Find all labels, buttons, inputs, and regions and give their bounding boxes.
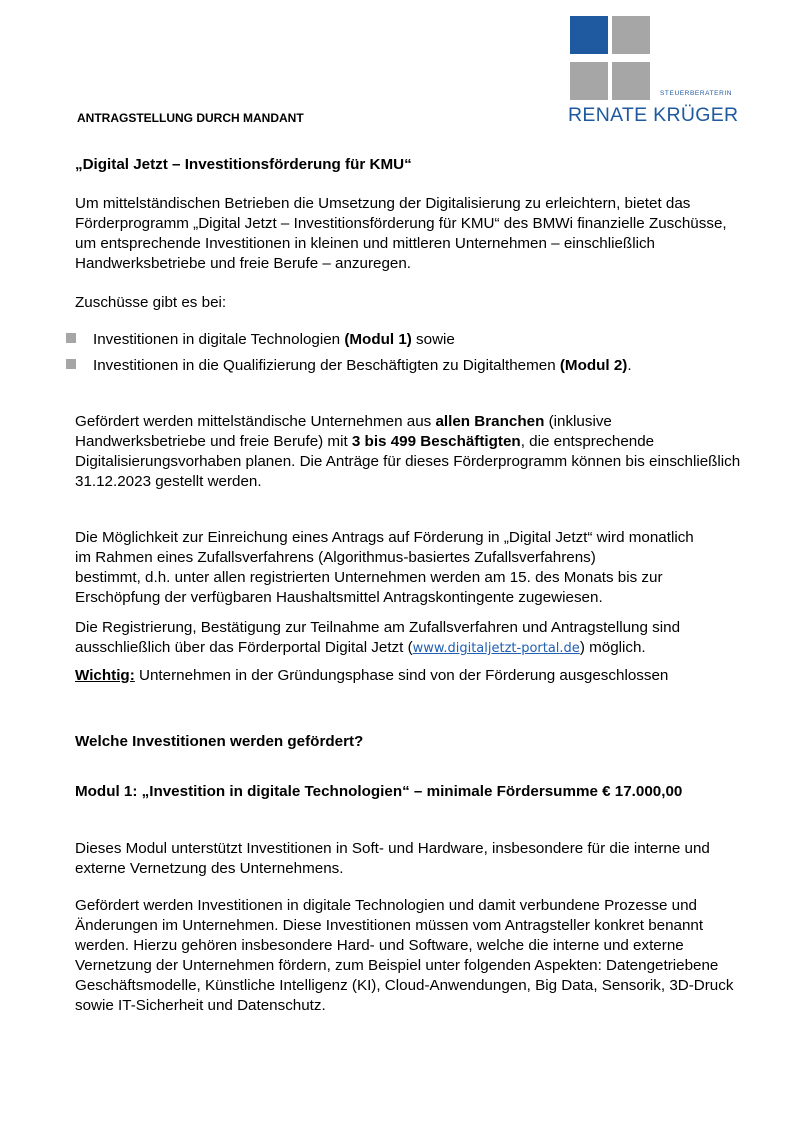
company-logo — [566, 14, 739, 126]
portal-link[interactable]: www.digitaljetzt-portal.de — [412, 641, 580, 656]
bullet-square-icon — [66, 333, 76, 343]
grants-lead: Zuschüsse gibt es bei: — [75, 294, 227, 311]
list-item: Investitionen in die Qualifizierung der Beschäftigten zu Digitalthemen (Modul 2). — [66, 356, 632, 376]
logo-square-blue — [570, 16, 608, 54]
module1-paragraph-2: Gefördert werden Investitionen in digitale Technologien und damit verbundene Prozesse und Änderungen im Unternehmen. Diese Investitionen müssen vom Antragsteller konkret benannt werden. Hierzu gehören insbesondere Hard- und Software, welche die interne und externe Vernetzung der Unternehmen fördern, zum Beispiel unter folgenden Aspekten: Datengetriebene Geschäftsmodelle, Künstliche Intelligenz (KI), Cloud-Anwendungen, Big Data, Sensorik, 3D-Druck sowie IT-Sicherheit und Datenschutz. — [75, 897, 734, 1014]
module1-heading: Modul 1: „Investition in digitale Technologien“ – minimale Fördersumme € 17.000,00 — [75, 783, 683, 800]
lottery-paragraph: Die Möglichkeit zur Einreichung eines Antrags auf Förderung in „Digital Jetzt“ wird monatlich im Rahmen eines Zufallsverfahrens (Algorithmus-basiertes Zufallsverfahrens) bestimmt, d.h. unter allen registrierten Unternehmen werden am 15. des Monats bis zur Erschöpfung der verfügbaren Haushaltsmittel Antragskontingente zugewiesen. — [75, 529, 694, 606]
logo-square-grey — [612, 62, 650, 100]
list-item: Investitionen in digitale Technologien (Modul 1) sowie — [66, 330, 455, 350]
bullet-square-icon — [66, 359, 76, 369]
logo-square-grey — [570, 62, 608, 100]
logo-subtitle: STEUERBERATERIN — [660, 90, 733, 97]
eligibility-paragraph: Gefördert werden mittelständische Unternehmen aus allen Branchen (inklusive Handwerksbetriebe und freie Berufe) mit 3 bis 499 Beschäftigten, die entsprechende Digitalisierungsvorhaben planen. Die Anträge für dieses Förderprogramm können bis einschließlich 31.12.2023 gestellt werden. — [75, 413, 741, 490]
module1-paragraph-1: Dieses Modul unterstützt Investitionen in Soft- und Hardware, insbesondere für die interne und externe Vernetzung des Unternehmens. — [75, 840, 710, 877]
document-title: „Digital Jetzt – Investitionsförderung für KMU“ — [75, 156, 412, 173]
intro-paragraph: Um mittelständischen Betrieben die Umsetzung der Digitalisierung zu erleichtern, bietet das Förderprogramm „Digital Jetzt – Investitionsförderung für KMU“ des BMWi finanzielle Zuschüsse, um entsprechende Investitionen in kleinen und mittleren Unternehmen – einschließlich Handwerksbetriebe und freie Berufe – anzuregen. — [75, 195, 727, 272]
registration-paragraph: Die Registrierung, Bestätigung zur Teilnahme am Zufallsverfahren und Antragstellung sind ausschließlich über das Förderportal Digital Jetzt (www.digitaljetzt-portal.de) möglich. — [75, 619, 681, 656]
logo-square-grey — [612, 16, 650, 54]
important-label: Wichtig: — [75, 667, 135, 684]
important-note: Wichtig: Unternehmen in der Gründungsphase sind von der Förderung ausgeschlossen — [75, 667, 669, 684]
logo-name: RENATE KRÜGER — [568, 104, 739, 126]
document-kicker: ANTRAGSTELLUNG DURCH MANDANT — [77, 111, 304, 125]
section-heading: Welche Investitionen werden gefördert? — [75, 733, 364, 750]
